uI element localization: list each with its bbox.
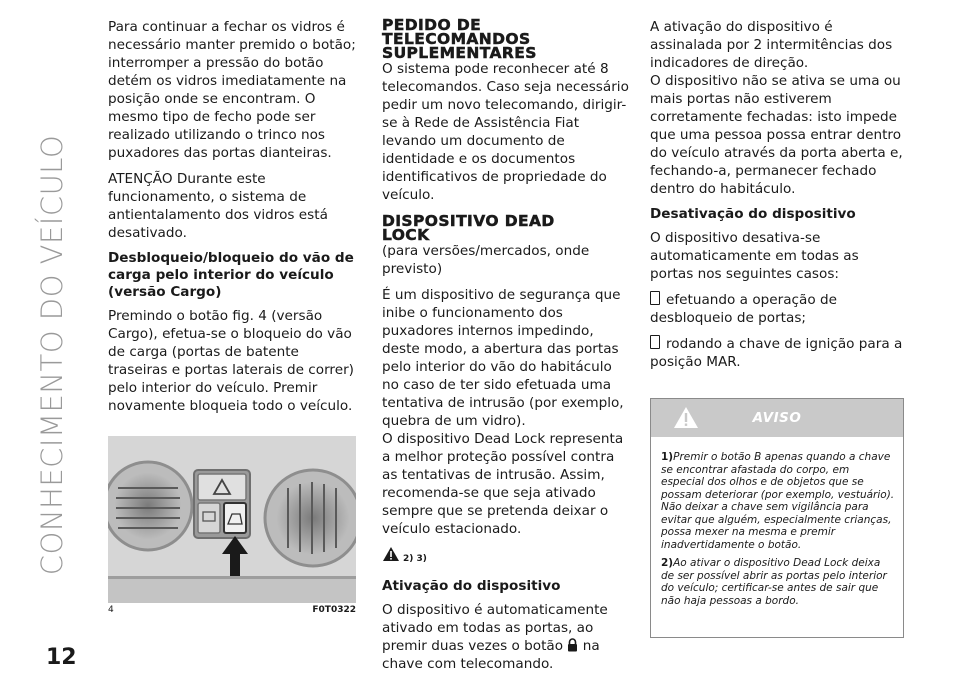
- section-heading: DISPOSITIVO DEAD LOCK: [382, 212, 555, 244]
- subheading: Desbloqueio/bloqueio do vão de carga pelo interior do veículo (versão Cargo): [108, 250, 354, 300]
- bullet-box-icon: [650, 335, 660, 349]
- dashboard-buttons-illustration: [108, 436, 356, 603]
- warning-reference: [382, 546, 630, 568]
- paragraph: O dispositivo desativa-se automaticamente em todas as portas nos seguintes casos:: [650, 230, 859, 282]
- warning-box-title: AVISO: [752, 410, 802, 426]
- paragraph: O dispositivo é automaticamente ativado em todas as portas, ao premir duas vezes o botão na chave com telecomando.: [382, 602, 608, 672]
- paragraph: Premindo o botão fig. 4 (versão Cargo), efetua-se o bloqueio do vão de carga (portas de batente traseiras e portas laterais de correr) pelo interior do veículo. Premir novamente bloqueia todo o veículo.: [108, 308, 354, 414]
- subheading: Desativação do dispositivo: [650, 206, 856, 222]
- warning-box-body: [651, 437, 903, 619]
- figure-caption: [108, 605, 356, 615]
- section-heading: PEDIDO DE TELECOMANDOS SUPLEMENTARES: [382, 16, 537, 62]
- warning-note: 1)Premir o botão B apenas quando a chave se encontrar afastada do corpo, em especial dos olhos e de objetos que se possam deteriorar (por exemplo, vestuário). Não deixar a chave sem vigilância para evitar que alguém, especialmente crianças, possa mexer na mesma e premir inadvertidamente o botão.: [661, 451, 895, 551]
- paragraph: O dispositivo não se ativa se uma ou mais portas não estiverem corretamente fechadas: isto impede que uma pessoa possa entrar dentro do veículo através da porta aberta e, fechando-a, permanecer fechado dentro do habitáculo.: [650, 73, 903, 197]
- paragraph: (para versões/mercados, onde previsto): [382, 243, 590, 277]
- warning-note: 2)Ao ativar o dispositivo Dead Lock deixa de ser possível abrir as portas pelo interior do veículo; certificar-se antes de sair que não haja pessoas a bordo.: [661, 557, 887, 607]
- warning-box: [650, 398, 904, 638]
- lock-icon: [567, 638, 578, 652]
- section-title: CONHECIMENTO DO VEÍCULO: [35, 134, 69, 576]
- left-air-vent: [108, 462, 192, 550]
- page-number: 12: [46, 645, 77, 670]
- right-air-vent: [265, 470, 356, 566]
- paragraph: É um dispositivo de segurança que inibe o funcionamento dos puxadores internos impedindo, deste modo, a abertura das portas pelo interior do vão do habitáculo no caso de ter sido efetuada uma tentativa de intrusão (por exemplo, quebra de um vidro).: [382, 287, 624, 429]
- figure-code: F0T0322: [312, 605, 356, 615]
- list-item: efetuando a operação de desbloqueio de portas;: [650, 292, 837, 326]
- warning-triangle-icon: [382, 546, 400, 562]
- switch-panel: [194, 470, 250, 538]
- paragraph: O dispositivo Dead Lock representa a melhor proteção possível contra as tentativas de intrusão. Assim, recomenda-se que seja ativado sempre que se pretenda deixar o veículo estacionado.: [382, 431, 624, 537]
- column-1: [108, 18, 356, 423]
- warning-box-header: [651, 399, 903, 437]
- paragraph: ATENÇÃO Durante este funcionamento, o sistema de antientalamento dos vidros está desativado.: [108, 171, 328, 241]
- list-item: rodando a chave de ignição para a posição MAR.: [650, 336, 903, 370]
- paragraph: O sistema pode reconhecer até 8 telecomandos. Caso seja necessário pedir um novo telecomando, dirigir-se à Rede de Assistência Fiat levando um documento de identidade e os documentos identificativos de propriedade do veículo.: [382, 61, 629, 203]
- subheading: Ativação do dispositivo: [382, 578, 561, 594]
- column-3: [650, 18, 904, 379]
- figure-4: [108, 436, 356, 603]
- paragraph: Para continuar a fechar os vidros é necessário manter premido o botão; interromper a pressão do botão detém os vidros imediatamente na posição onde se encontram. O mesmo tipo de fecho pode ser realizado utilizando o trinco nos puxadores das portas dianteiras.: [108, 19, 356, 161]
- paragraph: A ativação do dispositivo é assinalada por 2 intermitências dos indicadores de direção.: [650, 19, 893, 71]
- warning-triangle-icon: [673, 406, 699, 429]
- column-2: [382, 18, 630, 681]
- warning-ref-numbers: 2) 3): [403, 554, 427, 564]
- bullet-box-icon: [650, 291, 660, 305]
- figure-number: 4: [108, 605, 114, 615]
